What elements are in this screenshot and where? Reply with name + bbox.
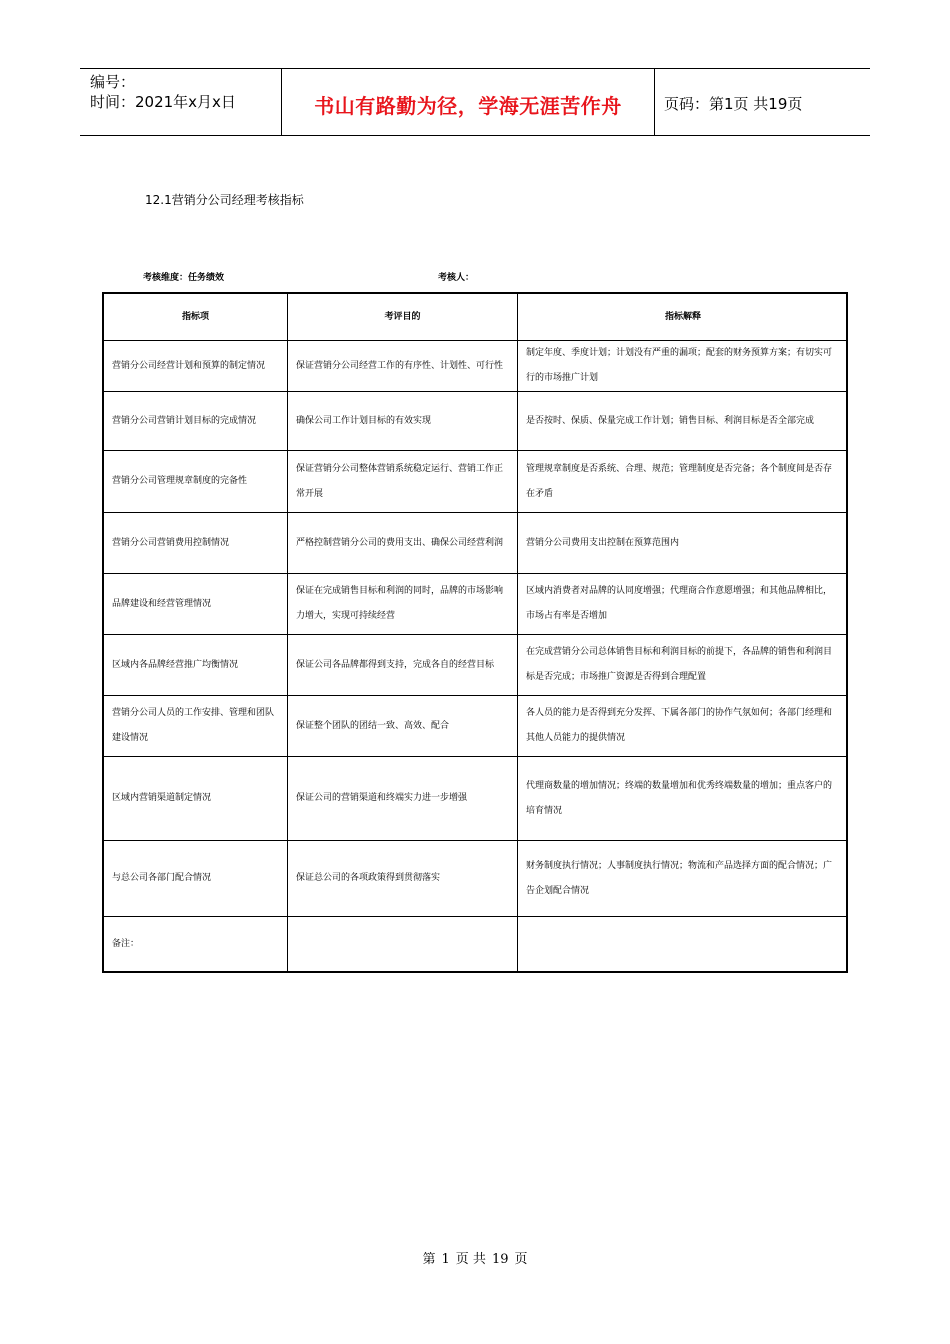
header-top-rule <box>80 68 870 69</box>
table-row <box>104 696 846 756</box>
number-label: 编号： <box>90 73 136 91</box>
assessor-label: 考核人： <box>438 273 475 283</box>
document-title: 12.1营销分公司经理考核指标 <box>145 193 304 207</box>
footer-prefix: 第 <box>422 1252 436 1267</box>
footer-suffix: 页 <box>514 1252 528 1267</box>
table-row <box>104 513 846 573</box>
table-row <box>104 451 846 512</box>
indicator-explanation: 代理商数量的增加情况；终端的数量增加和优秀终端数量的增加；重点客户的培育情况 <box>526 780 833 816</box>
remark-row <box>104 917 846 971</box>
indicator-item: 营销分公司营销计划目标的完成情况 <box>112 415 257 426</box>
indicator-purpose: 保证公司各品牌都得到支持，完成各自的经营目标 <box>296 659 495 670</box>
header-divider-right <box>654 68 655 135</box>
table-row <box>104 574 846 634</box>
assessment-table <box>102 292 848 973</box>
indicator-purpose: 严格控制营销分公司的费用支出、确保公司经营利润 <box>296 537 504 548</box>
header-motto: 书山有路勤为径，学海无涯苦作舟 <box>314 94 622 118</box>
footer-page-number: 1 <box>441 1252 450 1267</box>
indicator-explanation: 在完成营销分公司总体销售目标和利润目标的前提下，各品牌的销售和利润目标是否完成；市场推广资源是否得到合理配置 <box>526 647 833 682</box>
table-row <box>104 341 846 391</box>
indicator-purpose: 保证总公司的各项政策得到贯彻落实 <box>296 873 441 883</box>
indicator-item: 区域内各品牌经营推广均衡情况 <box>112 659 239 670</box>
table-row <box>104 841 846 916</box>
indicator-item: 营销分公司人员的工作安排、管理和团队建设情况 <box>112 708 275 743</box>
header-bottom-rule <box>80 135 870 136</box>
indicator-explanation: 营销分公司费用支出控制在预算范围内 <box>526 537 680 548</box>
indicator-item: 营销分公司营销费用控制情况 <box>112 537 230 548</box>
time-label: 时间：2021年x月x日 <box>90 93 236 111</box>
indicator-purpose: 保证营销分公司整体营销系统稳定运行、营销工作正常开展 <box>296 463 504 499</box>
dimension-label: 考核维度：任务绩效 <box>143 273 225 283</box>
indicator-item: 区域内营销渠道制定情况 <box>112 793 212 803</box>
column-header-purpose: 考评目的 <box>384 311 421 322</box>
table-row <box>104 392 846 450</box>
indicator-purpose: 保证营销分公司经营工作的有序性、计划性、可行性 <box>296 360 504 371</box>
indicator-explanation: 区域内消费者对品牌的认同度增强；代理商合作意愿增强；和其他品牌相比，市场占有率是否增加 <box>526 586 833 621</box>
indicator-explanation: 财务制度执行情况；人事制度执行情况；物流和产品选择方面的配合情况；广告企划配合情况 <box>526 860 833 896</box>
footer-total-pages: 19 <box>491 1252 509 1267</box>
indicator-item: 品牌建设和经营管理情况 <box>112 598 212 609</box>
indicator-explanation: 管理规章制度是否系统、合理、规范；管理制度是否完备；各个制度间是否存在矛盾 <box>526 463 833 499</box>
table-header-row <box>104 294 846 340</box>
indicator-item: 与总公司各部门配合情况 <box>112 873 212 883</box>
indicator-explanation: 制定年度、季度计划；计划没有严重的漏项；配套的财务预算方案；有切实可行的市场推广计划 <box>526 348 833 383</box>
indicator-purpose: 保证在完成销售目标和利润的同时，品牌的市场影响力增大，实现可持续经营 <box>296 586 504 621</box>
column-header-item: 指标项 <box>181 311 209 322</box>
indicator-purpose: 保证公司的营销渠道和终端实力进一步增强 <box>296 793 468 803</box>
column-header-explanation: 指标解释 <box>664 311 701 322</box>
indicator-item: 营销分公司经营计划和预算的制定情况 <box>112 360 266 371</box>
indicator-explanation: 各人员的能力是否得到充分发挥、下属各部门的协作气氛如何；各部门经理和其他人员能力的提供情况 <box>526 708 833 743</box>
footer-middle: 页 共 <box>455 1252 486 1267</box>
table-row <box>104 635 846 695</box>
indicator-item: 营销分公司管理规章制度的完备性 <box>112 476 248 486</box>
indicator-purpose: 保证整个团队的团结一致、高效、配合 <box>296 720 450 731</box>
remark-label: 备注： <box>112 938 140 949</box>
table-row <box>104 757 846 840</box>
header-info <box>90 72 236 112</box>
page-footer <box>0 1248 950 1267</box>
indicator-purpose: 确保公司工作计划目标的有效实现 <box>296 415 432 426</box>
indicator-explanation: 是否按时、保质、保量完成工作计划；销售目标、利润目标是否全部完成 <box>526 415 815 426</box>
header-page-info: 页码：第1页 共19页 <box>664 95 803 113</box>
